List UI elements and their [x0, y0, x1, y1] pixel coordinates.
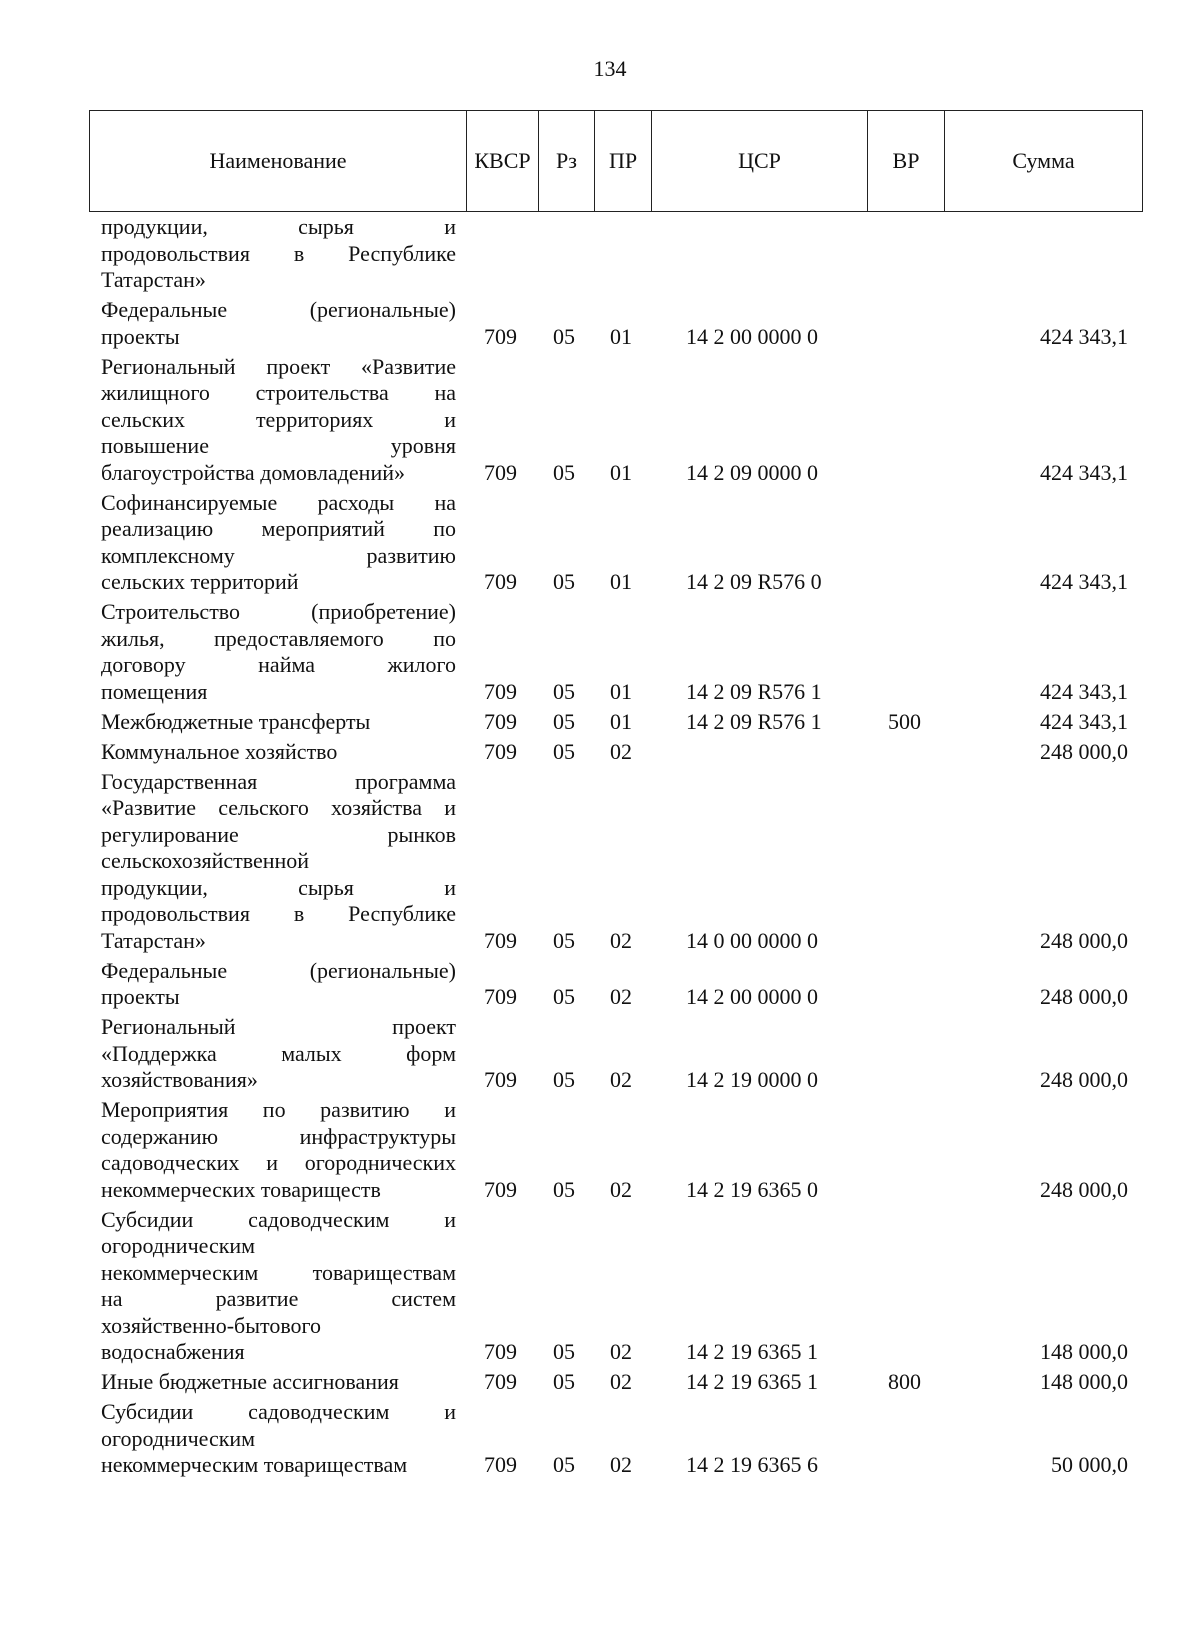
row-name-line: Государственная программа [101, 768, 456, 794]
row-kvsr: 709 [484, 1369, 517, 1394]
row-name-line: на развитие систем [101, 1286, 456, 1311]
row-pr: 01 [610, 459, 632, 485]
header-name: Наименование [209, 148, 347, 173]
row-kvsr: 709 [484, 1067, 517, 1092]
row-csr: 14 2 09 R576 0 [686, 569, 822, 594]
header-rz: Рз [538, 111, 594, 211]
row-name-line: Софинансируемые расходы на [101, 489, 456, 515]
row-csr: 14 0 00 0000 0 [686, 927, 818, 953]
row-sum: 248 000,0 [1040, 927, 1128, 953]
row-sum: 148 000,0 [1040, 1369, 1128, 1394]
row-rz: 05 [553, 708, 575, 734]
row-rz: 05 [553, 569, 575, 594]
row-pr: 02 [610, 984, 632, 1009]
row-rz: 05 [553, 1339, 575, 1364]
row-name-line: «Развитие сельского хозяйства и [101, 795, 456, 820]
header-sum: Сумма [944, 111, 1142, 211]
table-row [0, 769, 1200, 955]
row-sum: 424 343,1 [1040, 459, 1128, 485]
table-row [0, 1207, 1200, 1366]
row-sum: 148 000,0 [1040, 1339, 1128, 1364]
row-csr: 14 2 19 6365 1 [686, 1369, 818, 1394]
row-pr: 02 [610, 738, 632, 764]
row-kvsr: 709 [484, 569, 517, 594]
row-csr: 14 2 09 R576 1 [686, 678, 822, 704]
row-csr: 14 2 09 R576 1 [686, 708, 822, 734]
row-name-line: Региональный проект [101, 1014, 456, 1039]
row-name-line: регулирование рынков [101, 821, 456, 847]
row-rz: 05 [553, 1176, 575, 1202]
row-name [101, 958, 456, 1011]
row-kvsr: 709 [484, 984, 517, 1009]
row-csr: 14 2 00 0000 0 [686, 984, 818, 1009]
table-row [0, 739, 1200, 766]
row-sum: 248 000,0 [1040, 984, 1128, 1009]
row-name-line: Федеральные (региональные) [101, 957, 456, 983]
row-name-line: хозяйствования» [101, 1067, 258, 1092]
row-name [101, 490, 456, 596]
row-kvsr: 709 [484, 927, 517, 953]
table-row [0, 958, 1200, 1011]
table-row [0, 709, 1200, 736]
row-name-line: проекты [101, 323, 180, 349]
row-name-line: договору найма жилого [101, 652, 456, 677]
row-name [101, 214, 456, 294]
row-name-line: помещения [101, 678, 208, 704]
row-name [101, 1207, 456, 1366]
row-name-line: Федеральные (региональные) [101, 297, 456, 322]
row-kvsr: 709 [484, 1339, 517, 1364]
row-name-line: Субсидии садоводческим и [101, 1206, 456, 1232]
row-kvsr: 709 [484, 678, 517, 704]
header-pr: ПР [594, 111, 651, 211]
row-name-line: сельскохозяйственной [101, 848, 310, 873]
row-name-line: Татарстан» [101, 267, 206, 292]
table-row [0, 297, 1200, 350]
row-name-line: Межбюджетные трансферты [101, 708, 371, 734]
row-name-line: благоустройства домовладений» [101, 459, 406, 485]
row-name [101, 1097, 456, 1203]
row-csr: 14 2 00 0000 0 [686, 323, 818, 349]
row-name-line: хозяйственно-бытового [101, 1312, 322, 1338]
header-kvsr: КВСР [466, 111, 538, 211]
row-name-line: «Поддержка малых форм [101, 1040, 456, 1066]
row-name [101, 1014, 456, 1094]
row-name-line: некоммерческим товариществам [101, 1259, 456, 1285]
row-name [101, 709, 456, 736]
row-pr: 01 [610, 323, 632, 349]
row-name-line: Иные бюджетные ассигнования [101, 1369, 399, 1394]
row-name [101, 297, 456, 350]
row-rz: 05 [553, 459, 575, 485]
row-kvsr: 709 [484, 708, 517, 734]
row-pr: 01 [610, 708, 632, 734]
row-sum: 424 343,1 [1040, 678, 1128, 704]
row-name-line: продовольствия в Республике [101, 901, 456, 926]
row-name-line: Татарстан» [101, 927, 206, 953]
table-row [0, 1014, 1200, 1094]
row-name-line: некоммерческим товариществам [101, 1452, 408, 1477]
header-vr: ВР [867, 111, 944, 211]
row-pr: 02 [610, 927, 632, 953]
row-csr: 14 2 19 6365 0 [686, 1176, 818, 1202]
header-csr: ЦСР [651, 111, 867, 211]
row-name-line: огородническим [101, 1425, 256, 1451]
row-name-line: сельских территорий [101, 569, 299, 594]
row-name [101, 354, 456, 487]
row-pr: 02 [610, 1339, 632, 1364]
row-name-line: жилья, предоставляемого по [101, 625, 456, 651]
row-sum: 248 000,0 [1040, 1176, 1128, 1202]
row-name-line: садоводческих и огороднических [101, 1150, 456, 1175]
row-name-line: продукции, сырья и [101, 874, 456, 900]
table-header [89, 110, 1143, 212]
row-pr: 02 [610, 1369, 632, 1394]
row-sum: 248 000,0 [1040, 738, 1128, 764]
table-row [0, 1399, 1200, 1479]
row-csr: 14 2 09 0000 0 [686, 459, 818, 485]
table-row [0, 354, 1200, 487]
row-rz: 05 [553, 738, 575, 764]
row-name-line: жилищного строительства на [101, 380, 456, 405]
row-kvsr: 709 [484, 323, 517, 349]
row-kvsr: 709 [484, 1452, 517, 1477]
row-sum: 248 000,0 [1040, 1067, 1128, 1092]
row-name-line: сельских территориях и [101, 406, 456, 432]
table-row [0, 1369, 1200, 1396]
row-kvsr: 709 [484, 459, 517, 485]
row-name-line: Региональный проект «Развитие [101, 353, 456, 379]
row-name-line: проекты [101, 984, 180, 1009]
row-name-line: Субсидии садоводческим и [101, 1399, 456, 1424]
row-csr: 14 2 19 6365 1 [686, 1339, 818, 1364]
row-name-line: Строительство (приобретение) [101, 599, 456, 624]
row-rz: 05 [553, 1369, 575, 1394]
row-csr: 14 2 19 0000 0 [686, 1067, 818, 1092]
table-row [0, 599, 1200, 705]
row-sum: 50 000,0 [1051, 1452, 1128, 1477]
row-rz: 05 [553, 984, 575, 1009]
row-rz: 05 [553, 1452, 575, 1477]
row-name [101, 1399, 456, 1479]
row-sum: 424 343,1 [1040, 569, 1128, 594]
row-name-line: продукции, сырья и [101, 214, 456, 239]
table-row [0, 490, 1200, 596]
row-name [101, 1369, 456, 1396]
row-kvsr: 709 [484, 738, 517, 764]
row-name-line: продовольствия в Республике [101, 240, 456, 266]
row-pr: 02 [610, 1452, 632, 1477]
row-rz: 05 [553, 1067, 575, 1092]
row-rz: 05 [553, 678, 575, 704]
row-name-line: реализацию мероприятий по [101, 516, 456, 541]
row-pr: 02 [610, 1176, 632, 1202]
row-sum: 424 343,1 [1040, 708, 1128, 734]
row-pr: 01 [610, 569, 632, 594]
row-name-line: содержанию инфраструктуры [101, 1123, 456, 1149]
row-name-line: некоммерческих товариществ [101, 1176, 381, 1202]
row-name [101, 769, 456, 955]
table-row [0, 214, 1200, 294]
row-name [101, 739, 456, 766]
row-rz: 05 [553, 927, 575, 953]
row-vr: 800 [888, 1369, 921, 1394]
table-row [0, 1097, 1200, 1203]
row-kvsr: 709 [484, 1176, 517, 1202]
row-name-line: Мероприятия по развитию и [101, 1097, 456, 1122]
row-name-line: комплексному развитию [101, 542, 456, 568]
row-name-line: водоснабжения [101, 1339, 245, 1364]
row-csr: 14 2 19 6365 6 [686, 1452, 818, 1477]
row-rz: 05 [553, 323, 575, 349]
row-vr: 500 [888, 708, 921, 734]
row-name-line: повышение уровня [101, 433, 456, 458]
page-number: 134 [593, 56, 627, 81]
row-name-line: Коммунальное хозяйство [101, 738, 338, 764]
row-sum: 424 343,1 [1040, 323, 1128, 349]
row-pr: 01 [610, 678, 632, 704]
row-name-line: огородническим [101, 1233, 256, 1258]
row-pr: 02 [610, 1067, 632, 1092]
row-name [101, 599, 456, 705]
